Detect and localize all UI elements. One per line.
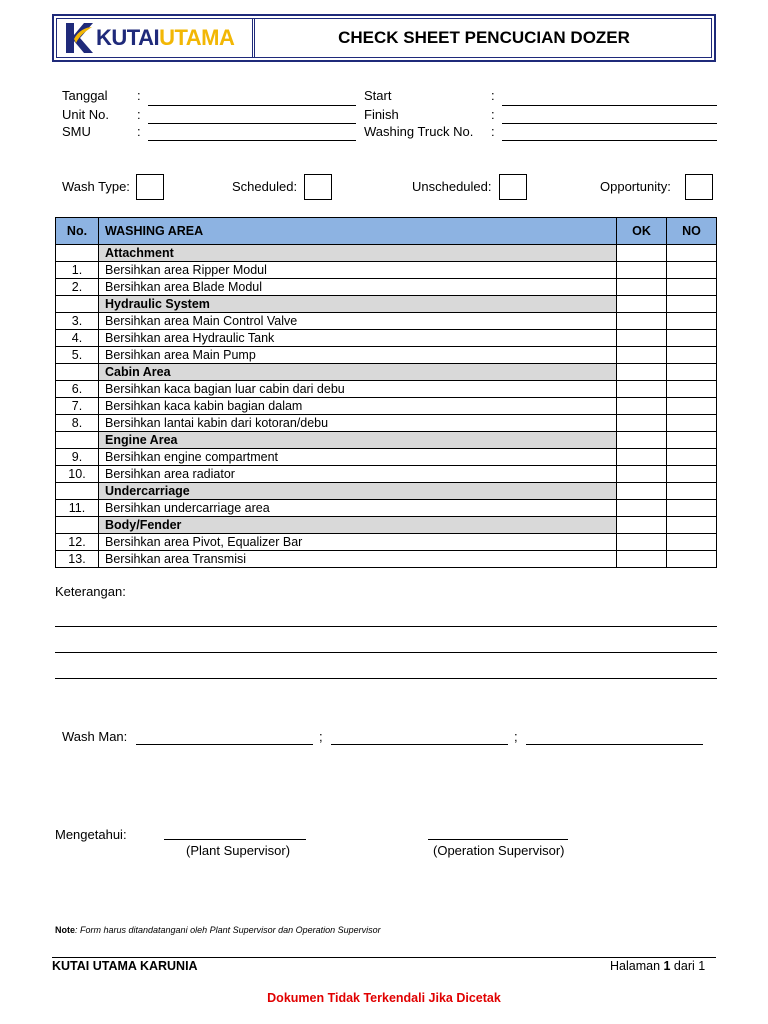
no-check-cell[interactable] bbox=[667, 551, 717, 568]
no-check-cell bbox=[667, 517, 717, 534]
table-section-row bbox=[56, 432, 717, 449]
unit-no-field[interactable] bbox=[148, 123, 356, 124]
col-header-washing-area: WASHING AREA bbox=[99, 218, 617, 245]
table-row bbox=[56, 398, 717, 415]
mengetahui-label: Mengetahui: bbox=[55, 827, 127, 842]
no-check-cell bbox=[667, 432, 717, 449]
table-row bbox=[56, 347, 717, 364]
table-section-row bbox=[56, 245, 717, 262]
wash-man-sep-1: ; bbox=[319, 729, 323, 744]
ok-check-cell[interactable] bbox=[617, 313, 667, 330]
table-row bbox=[56, 279, 717, 296]
washing-area-item: Bersihkan kaca kabin bagian dalam bbox=[99, 398, 617, 415]
wash-man-label: Wash Man: bbox=[62, 729, 128, 744]
uncontrolled-document-warning: Dokumen Tidak Terkendali Jika Dicetak bbox=[267, 991, 501, 1005]
operation-supervisor-signature-line[interactable] bbox=[428, 839, 568, 840]
no-check-cell[interactable] bbox=[667, 449, 717, 466]
table-row bbox=[56, 449, 717, 466]
no-check-cell[interactable] bbox=[667, 398, 717, 415]
ok-check-cell[interactable] bbox=[617, 500, 667, 517]
smu-colon: : bbox=[137, 124, 141, 139]
washing-area-item: Bersihkan area Transmisi bbox=[99, 551, 617, 568]
section-title: Engine Area bbox=[99, 432, 617, 449]
table-row bbox=[56, 313, 717, 330]
keterangan-line-3[interactable] bbox=[55, 678, 717, 679]
no-check-cell[interactable] bbox=[667, 534, 717, 551]
row-number bbox=[56, 483, 99, 500]
keterangan-label: Keterangan: bbox=[55, 584, 126, 599]
row-number: 11. bbox=[56, 500, 99, 517]
row-number bbox=[56, 432, 99, 449]
ok-check-cell[interactable] bbox=[617, 534, 667, 551]
table-body bbox=[56, 245, 717, 568]
washing-area-item: Bersihkan area Pivot, Equalizer Bar bbox=[99, 534, 617, 551]
row-number: 1. bbox=[56, 262, 99, 279]
ok-check-cell bbox=[617, 245, 667, 262]
table-section-row bbox=[56, 483, 717, 500]
no-check-cell[interactable] bbox=[667, 381, 717, 398]
washing-area-item: Bersihkan area Main Control Valve bbox=[99, 313, 617, 330]
washing-area-item: Bersihkan area radiator bbox=[99, 466, 617, 483]
tanggal-label: Tanggal bbox=[62, 88, 108, 103]
ok-check-cell[interactable] bbox=[617, 262, 667, 279]
ok-check-cell bbox=[617, 432, 667, 449]
col-header-ok: OK bbox=[617, 218, 667, 245]
start-colon: : bbox=[491, 88, 495, 103]
tanggal-colon: : bbox=[137, 88, 141, 103]
washing-area-item: Bersihkan area Blade Modul bbox=[99, 279, 617, 296]
row-number bbox=[56, 245, 99, 262]
row-number: 7. bbox=[56, 398, 99, 415]
table-section-row bbox=[56, 517, 717, 534]
washing-area-item: Bersihkan area Hydraulic Tank bbox=[99, 330, 617, 347]
washing-area-item: Bersihkan kaca bagian luar cabin dari debu bbox=[99, 381, 617, 398]
header-divider bbox=[252, 18, 255, 58]
finish-colon: : bbox=[491, 107, 495, 122]
section-title: Undercarriage bbox=[99, 483, 617, 500]
ok-check-cell bbox=[617, 517, 667, 534]
no-check-cell bbox=[667, 483, 717, 500]
table-row bbox=[56, 330, 717, 347]
keterangan-line-1[interactable] bbox=[55, 626, 717, 627]
no-check-cell bbox=[667, 364, 717, 381]
scheduled-label: Scheduled: bbox=[232, 179, 298, 194]
row-number: 12. bbox=[56, 534, 99, 551]
row-number: 2. bbox=[56, 279, 99, 296]
ok-check-cell[interactable] bbox=[617, 279, 667, 296]
ok-check-cell[interactable] bbox=[617, 415, 667, 432]
finish-field[interactable] bbox=[502, 123, 717, 124]
wash-type-label: Wash Type: bbox=[62, 179, 130, 194]
opportunity-checkbox[interactable] bbox=[685, 174, 713, 200]
wash-type-checkbox[interactable] bbox=[136, 174, 164, 200]
wash-man-sep-2: ; bbox=[514, 729, 518, 744]
smu-field[interactable] bbox=[148, 140, 356, 141]
table-header-row bbox=[56, 218, 717, 245]
table-row bbox=[56, 551, 717, 568]
no-check-cell[interactable] bbox=[667, 313, 717, 330]
table-row bbox=[56, 262, 717, 279]
row-number: 6. bbox=[56, 381, 99, 398]
no-check-cell[interactable] bbox=[667, 500, 717, 517]
ok-check-cell bbox=[617, 296, 667, 313]
ok-check-cell[interactable] bbox=[617, 381, 667, 398]
table-row bbox=[56, 415, 717, 432]
no-check-cell[interactable] bbox=[667, 415, 717, 432]
ok-check-cell[interactable] bbox=[617, 330, 667, 347]
table-section-row bbox=[56, 364, 717, 381]
ok-check-cell[interactable] bbox=[617, 398, 667, 415]
no-check-cell bbox=[667, 296, 717, 313]
unit-no-colon: : bbox=[137, 107, 141, 122]
table-row bbox=[56, 534, 717, 551]
plant-supervisor-signature-line[interactable] bbox=[164, 839, 306, 840]
note-text: : Form harus ditandatangani oleh Plant Supervisor dan Operation Supervisor bbox=[75, 925, 381, 935]
ok-check-cell[interactable] bbox=[617, 466, 667, 483]
table-section-row bbox=[56, 296, 717, 313]
unit-no-label: Unit No. bbox=[62, 107, 109, 122]
ok-check-cell bbox=[617, 483, 667, 500]
washing-area-item: Bersihkan undercarriage area bbox=[99, 500, 617, 517]
row-number: 4. bbox=[56, 330, 99, 347]
keterangan-line-2[interactable] bbox=[55, 652, 717, 653]
no-check-cell[interactable] bbox=[667, 262, 717, 279]
footer-rule bbox=[52, 957, 716, 958]
opportunity-label: Opportunity: bbox=[600, 179, 671, 194]
section-title: Body/Fender bbox=[99, 517, 617, 534]
col-header-no-result: NO bbox=[667, 218, 717, 245]
note-label: Note bbox=[55, 925, 75, 935]
note bbox=[55, 925, 381, 935]
section-title: Hydraulic System bbox=[99, 296, 617, 313]
washing-truck-field[interactable] bbox=[502, 140, 717, 141]
footer-page-number: Halaman 1 dari 1 bbox=[610, 959, 706, 973]
section-title: Cabin Area bbox=[99, 364, 617, 381]
start-label: Start bbox=[364, 88, 392, 103]
ok-check-cell[interactable] bbox=[617, 347, 667, 364]
ok-check-cell[interactable] bbox=[617, 449, 667, 466]
row-number: 8. bbox=[56, 415, 99, 432]
washing-truck-colon: : bbox=[491, 124, 495, 139]
operation-supervisor-label: (Operation Supervisor) bbox=[433, 843, 565, 858]
no-check-cell[interactable] bbox=[667, 330, 717, 347]
unscheduled-label: Unscheduled: bbox=[412, 179, 492, 194]
row-number bbox=[56, 517, 99, 534]
footer-company: KUTAI UTAMA KARUNIA bbox=[52, 959, 198, 973]
scheduled-checkbox[interactable] bbox=[304, 174, 332, 200]
finish-label: Finish bbox=[364, 107, 399, 122]
col-header-no: No. bbox=[56, 218, 99, 245]
company-logo bbox=[64, 18, 250, 58]
row-number: 9. bbox=[56, 449, 99, 466]
washing-area-item: Bersihkan area Main Pump bbox=[99, 347, 617, 364]
row-number: 10. bbox=[56, 466, 99, 483]
plant-supervisor-label: (Plant Supervisor) bbox=[186, 843, 291, 858]
smu-label: SMU bbox=[62, 124, 91, 139]
row-number: 13. bbox=[56, 551, 99, 568]
document-title: CHECK SHEET PENCUCIAN DOZER bbox=[338, 28, 630, 47]
washing-area-item: Bersihkan engine compartment bbox=[99, 449, 617, 466]
no-check-cell bbox=[667, 245, 717, 262]
wash-man-field-2[interactable] bbox=[331, 744, 508, 745]
tanggal-field[interactable] bbox=[148, 105, 356, 106]
logo-wordmark: KUTAIUTAMA bbox=[96, 25, 235, 50]
table-row bbox=[56, 381, 717, 398]
washing-truck-label: Washing Truck No. bbox=[364, 124, 474, 139]
no-check-cell[interactable] bbox=[667, 347, 717, 364]
row-number bbox=[56, 364, 99, 381]
table-row bbox=[56, 500, 717, 517]
row-number: 5. bbox=[56, 347, 99, 364]
washing-area-item: Bersihkan area Ripper Modul bbox=[99, 262, 617, 279]
logo-k-icon bbox=[64, 21, 94, 55]
washing-area-item: Bersihkan lantai kabin dari kotoran/debu bbox=[99, 415, 617, 432]
ok-check-cell bbox=[617, 364, 667, 381]
row-number: 3. bbox=[56, 313, 99, 330]
no-check-cell[interactable] bbox=[667, 279, 717, 296]
row-number bbox=[56, 296, 99, 313]
wash-man-field-3[interactable] bbox=[526, 744, 703, 745]
ok-check-cell[interactable] bbox=[617, 551, 667, 568]
washing-area-table bbox=[55, 217, 717, 568]
start-field[interactable] bbox=[502, 105, 717, 106]
unscheduled-checkbox[interactable] bbox=[499, 174, 527, 200]
section-title: Attachment bbox=[99, 245, 617, 262]
wash-man-field-1[interactable] bbox=[136, 744, 313, 745]
no-check-cell[interactable] bbox=[667, 466, 717, 483]
table-row bbox=[56, 466, 717, 483]
